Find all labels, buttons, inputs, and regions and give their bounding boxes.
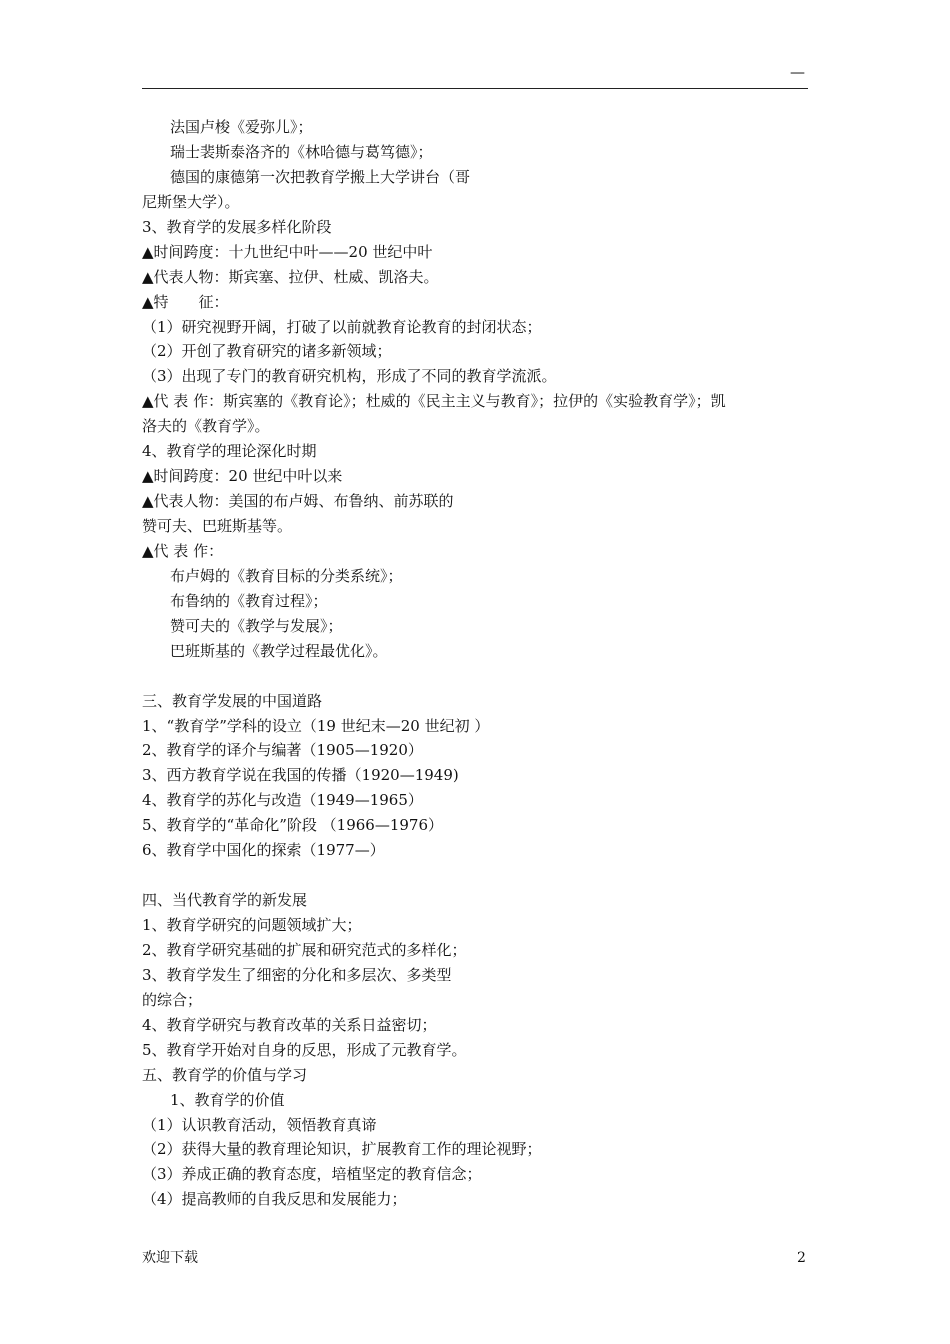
text-line: 德国的康德第一次把教育学搬上大学讲台（哥 <box>170 167 471 186</box>
text-line: 赞可夫的《教学与发展》； <box>170 616 343 635</box>
text-line: （1）认识教育活动，领悟教育真谛 <box>142 1115 377 1134</box>
text-line: 2、教育学的译介与编著（1905—1920） <box>142 741 423 760</box>
text-line: 3、西方教育学说在我国的传播（1920—1949) <box>142 766 459 785</box>
blank-line <box>142 863 808 888</box>
text-line: 布卢姆的《教育目标的分类系统》； <box>170 566 403 585</box>
text-line: 法国卢梭《爱弥儿》； <box>170 118 313 136</box>
text-line: ▲时间跨度：20 世纪中叶以来 <box>142 467 343 486</box>
text-line: 巴班斯基的《教学过程最优化》。 <box>170 641 388 660</box>
text-line: 洛夫的《教育学》。 <box>142 417 270 436</box>
text-line: 5、教育学的“革命化”阶段 （1966—1976） <box>142 816 443 835</box>
page-number: 2 <box>797 1250 806 1266</box>
text-line: 三、教育学发展的中国道路 <box>142 691 323 710</box>
text-line: 4、教育学研究与教育改革的关系日益密切； <box>142 1015 437 1034</box>
text-line: （2）开创了教育研究的诸多新领域； <box>142 342 392 361</box>
header-mark: — <box>790 63 805 81</box>
text-line: 尼斯堡大学）。 <box>142 192 240 211</box>
text-line: 3、教育学的发展多样化阶段 <box>142 217 332 236</box>
text-line: （3）出现了专门的教育研究机构，形成了不同的教育学流派。 <box>142 367 557 386</box>
text-line: 1、教育学研究的问题领域扩大； <box>142 916 362 934</box>
text-line: ▲代表人物：美国的布卢姆、布鲁纳、前苏联的 <box>142 492 454 511</box>
text-line: 2、教育学研究基础的扩展和研究范式的多样化； <box>142 940 467 959</box>
text-line: 4、教育学的苏化与改造（1949—1965） <box>142 791 423 810</box>
text-line: 瑞士裴斯泰洛齐的《林哈德与葛笃德》； <box>170 142 433 161</box>
text-line: （1）研究视野开阔，打破了以前就教育论教育的封闭状态； <box>142 317 542 336</box>
blank-line <box>142 664 808 689</box>
document-body <box>142 115 808 1212</box>
text-line: 4、教育学的理论深化时期 <box>142 442 317 461</box>
text-line: 赞可夫、巴班斯基等。 <box>142 517 293 535</box>
text-line: 1、“教育学”学科的设立（19 世纪末—20 世纪初 ） <box>142 716 490 735</box>
text-line: ▲特 征： <box>142 292 229 311</box>
text-line: 的综合； <box>142 990 203 1009</box>
text-line: ▲代 表 作：斯宾塞的《教育论》；杜威的《民主主义与教育》；拉伊的《实验教育学》；凯 <box>142 392 726 411</box>
text-line: 五、教育学的价值与学习 <box>142 1065 308 1084</box>
text-line: ▲代 表 作： <box>142 541 224 560</box>
text-line: 1、教育学的价值 <box>170 1090 285 1109</box>
text-line: （2）获得大量的教育理论知识，扩展教育工作的理论视野； <box>142 1140 542 1159</box>
text-line: 5、教育学开始对自身的反思，形成了元教育学。 <box>142 1040 467 1059</box>
text-line: 6、教育学中国化的探索（1977—） <box>142 841 385 860</box>
text-line: 四、当代教育学的新发展 <box>142 891 308 910</box>
footer-text: 欢迎下载 <box>142 1250 198 1266</box>
text-line: 布鲁纳的《教育过程》； <box>170 591 328 610</box>
text-line: 3、教育学发生了细密的分化和多层次、多类型 <box>142 965 452 984</box>
text-line: （4）提高教师的自我反思和发展能力； <box>142 1190 407 1209</box>
text-line: （3）养成正确的教育态度，培植坚定的教育信念； <box>142 1165 482 1184</box>
text-line: ▲代表人物：斯宾塞、拉伊、杜威、凯洛夫。 <box>142 267 439 286</box>
header-rule <box>142 88 808 89</box>
text-line: ▲时间跨度：十九世纪中叶——20 世纪中叶 <box>142 242 433 261</box>
